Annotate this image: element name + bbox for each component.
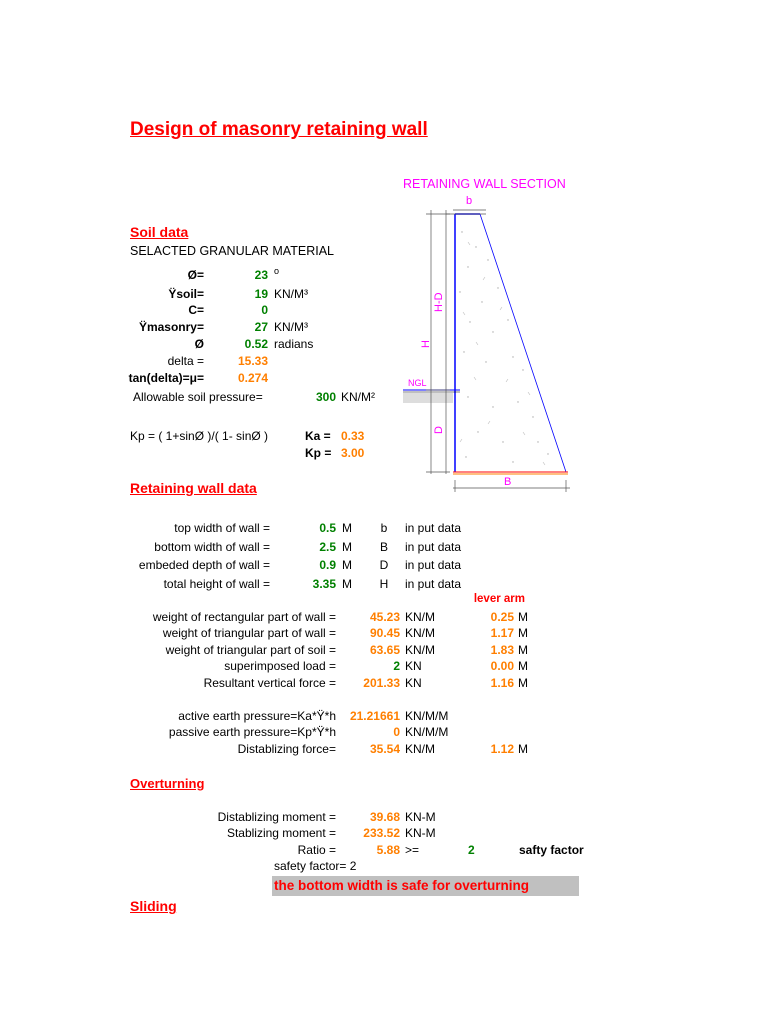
wall-input-note: in put data (405, 558, 462, 572)
wall-input-note: in put data (405, 540, 462, 554)
diagram-label-hd: H-D (433, 292, 445, 312)
force-unit: KN/M (405, 626, 435, 640)
overturning-value: 233.52 (363, 826, 400, 840)
soil-unit-gamma-soil: KN/M³ (274, 287, 308, 301)
force-unit: KN/M (405, 610, 435, 624)
soil-data-heading: Soil data (130, 224, 189, 240)
wall-input-unit: M (342, 521, 352, 535)
soil-value-cohesion: 0 (261, 303, 268, 317)
overturning-result-bar (272, 876, 579, 896)
overturning-heading: Overturning (130, 776, 205, 791)
overturning-unit: KN-M (405, 810, 436, 824)
safety-factor-note: safety factor= 2 (274, 859, 357, 873)
wall-input-unit: M (342, 558, 352, 572)
force-label: superimposed load = (224, 659, 336, 673)
soil-label-phi-rad: Ø (194, 337, 204, 351)
retaining-wall-section-diagram (398, 192, 578, 492)
wall-input-value: 3.35 (312, 577, 336, 591)
kp-formula: Kp = ( 1+sinØ )/( 1- sinØ ) (130, 429, 269, 443)
force-value: 63.65 (369, 643, 400, 657)
wall-data-heading: Retaining wall data (130, 480, 257, 496)
kp-label: Kp = (305, 446, 332, 460)
overturning-label: Stablizing moment = (226, 826, 336, 840)
overturning-label: Distablizing moment = (217, 810, 336, 824)
force-unit: KN (405, 676, 422, 690)
force-unit: KN/M (405, 643, 435, 657)
force-arm: 1.16 (490, 676, 514, 690)
pressure-arm: 1.12 (490, 742, 514, 756)
allowable-pressure-unit: KN/M² (341, 390, 375, 404)
force-value: 90.45 (369, 626, 400, 640)
soil-unit-gamma-masonry: KN/M³ (274, 320, 308, 334)
force-value: 201.33 (363, 676, 400, 690)
force-label: weight of triangular part of wall = (162, 626, 336, 640)
force-arm: 1.17 (490, 626, 514, 640)
overturning-value: 5.88 (376, 843, 400, 857)
safety-factor-label: safty factor (519, 843, 584, 857)
ka-label: Ka = (305, 429, 331, 443)
force-arm-unit: M (518, 626, 528, 640)
page-title: Design of masonry retaining wall (130, 119, 428, 140)
soil-unit-phi-rad: radians (274, 337, 314, 351)
force-arm: 0.00 (490, 659, 514, 673)
soil-value-tan-delta: 0.274 (237, 371, 268, 385)
soil-texture (459, 231, 548, 462)
overturning-unit: KN-M (405, 826, 436, 840)
overturning-label: Ratio = (297, 843, 336, 857)
soil-value-phi: 23 (254, 268, 268, 282)
force-arm-unit: M (518, 676, 528, 690)
wall-input-symbol: B (379, 540, 388, 554)
force-arm: 1.83 (490, 643, 514, 657)
wall-input-symbol: D (379, 558, 389, 572)
soil-label-gamma-masonry: Ÿmasonry= (138, 320, 204, 334)
pressure-label: active earth pressure=Ka*Ÿ*h (178, 709, 336, 723)
allowable-pressure-value: 300 (315, 390, 336, 404)
force-value: 45.23 (369, 610, 400, 624)
wall-input-symbol: H (379, 577, 389, 591)
force-arm-unit: M (518, 659, 528, 673)
sliding-heading: Sliding (130, 898, 177, 914)
diagram-label-d: D (433, 426, 445, 434)
diagram-label-h: H (420, 340, 432, 348)
wall-input-note: in put data (405, 577, 462, 591)
force-label: Resultant vertical force = (203, 676, 336, 690)
soil-hatch (460, 242, 545, 465)
overturning-result: the bottom width is safe for overturning (274, 878, 530, 893)
diagram-label-ngl: NGL (408, 378, 427, 388)
allowable-pressure-label: Allowable soil pressure= (133, 390, 263, 404)
force-value: 2 (393, 659, 400, 673)
dimension-lines (426, 210, 570, 492)
lever-arm-header: lever arm (473, 593, 525, 605)
force-arm-unit: M (518, 643, 528, 657)
soil-label-gamma-soil: Ÿsoil= (168, 287, 204, 301)
soil-label-cohesion: C= (188, 303, 204, 317)
force-label: weight of rectangular part of wall = (152, 610, 336, 624)
force-arm-unit: M (518, 610, 528, 624)
wall-input-label: embeded depth of wall = (138, 558, 270, 572)
force-label: weight of triangular part of soil = (165, 643, 336, 657)
required-safety-value: 2 (468, 843, 475, 857)
diagram-label-b: b (466, 195, 473, 207)
wall-input-label: top width of wall = (174, 521, 270, 535)
soil-unit-phi: o (274, 266, 280, 276)
pressure-value: 21.21661 (349, 709, 400, 723)
soil-material: SELACTED GRANULAR MATERIAL (130, 244, 334, 258)
soil-value-delta: 15.33 (237, 354, 268, 368)
overturning-value: 39.68 (369, 810, 400, 824)
soil-value-phi-rad: 0.52 (244, 337, 268, 351)
soil-label-tan-delta: tan(delta)=μ= (128, 371, 204, 385)
wall-input-label: total height of wall = (163, 577, 270, 591)
wall-input-unit: M (342, 540, 352, 554)
pressure-unit: KN/M (405, 742, 435, 756)
pressure-value: 35.54 (369, 742, 400, 756)
kp-value: 3.00 (341, 446, 365, 460)
pressure-unit: KN/M/M (405, 725, 449, 739)
wall-input-value: 0.5 (319, 521, 336, 535)
pressure-label: passive earth pressure=Kp*Ÿ*h (168, 725, 336, 739)
soil-label-delta: delta = (167, 354, 204, 368)
pressure-unit: KN/M/M (405, 709, 449, 723)
pressure-arm-unit: M (518, 742, 528, 756)
wall-input-label: bottom width of wall = (154, 540, 270, 554)
pressure-value: 0 (393, 725, 400, 739)
wall-input-value: 0.9 (319, 558, 336, 572)
diagram-caption: RETAINING WALL SECTION (403, 177, 566, 191)
overturning-unit: >= (405, 843, 420, 857)
wall-input-value: 2.5 (319, 540, 336, 554)
ka-value: 0.33 (341, 429, 365, 443)
wall-input-unit: M (342, 577, 352, 591)
force-arm: 0.25 (490, 610, 514, 624)
force-unit: KN (405, 659, 422, 673)
soil-value-gamma-masonry: 27 (254, 320, 268, 334)
soil-value-gamma-soil: 19 (254, 287, 268, 301)
diagram-label-B: B (504, 476, 512, 488)
wall-input-symbol: b (380, 521, 388, 535)
wall-input-note: in put data (405, 521, 462, 535)
soil-label-phi: Ø= (187, 268, 204, 282)
pressure-label: Distablizing force= (237, 742, 336, 756)
